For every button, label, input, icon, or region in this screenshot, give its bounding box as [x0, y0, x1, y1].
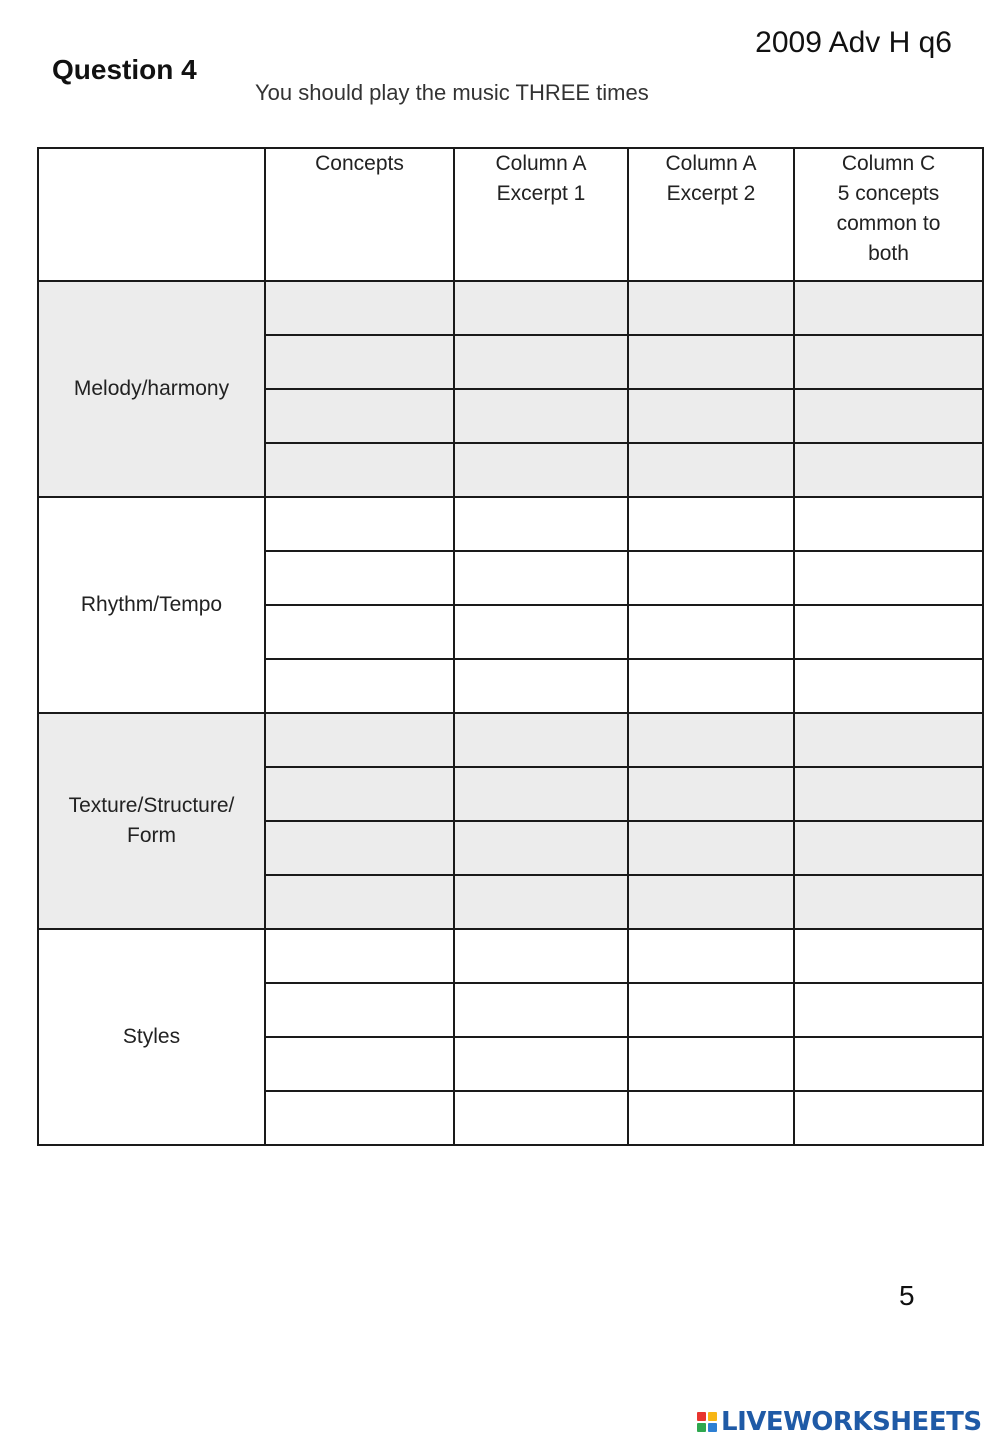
concepts-table	[37, 147, 984, 1146]
table-row	[38, 281, 983, 335]
answer-cell[interactable]	[454, 713, 628, 767]
answer-cell[interactable]	[628, 551, 794, 605]
answer-cell[interactable]	[794, 713, 983, 767]
answer-cell[interactable]	[628, 443, 794, 497]
question-title: Question 4	[52, 54, 197, 85]
instruction-text: You should play the music THREE times	[255, 80, 649, 105]
answer-cell[interactable]	[454, 281, 628, 335]
answer-cell[interactable]	[265, 659, 454, 713]
answer-cell[interactable]	[454, 1037, 628, 1091]
answer-cell[interactable]	[628, 497, 794, 551]
answer-cell[interactable]	[454, 767, 628, 821]
answer-cell[interactable]	[265, 1037, 454, 1091]
answer-cell[interactable]	[265, 551, 454, 605]
answer-cell[interactable]	[794, 929, 983, 983]
answer-cell[interactable]	[454, 389, 628, 443]
category-label-line: Styles	[122, 1025, 181, 1048]
logo-square	[708, 1423, 717, 1432]
category-label-line: Melody/harmony	[73, 377, 230, 400]
header-column-a-excerpt-1: Column A Excerpt 1	[454, 148, 628, 281]
answer-cell[interactable]	[454, 443, 628, 497]
answer-cell[interactable]	[794, 281, 983, 335]
answer-cell[interactable]	[628, 875, 794, 929]
answer-cell[interactable]	[265, 875, 454, 929]
answer-cell[interactable]	[265, 605, 454, 659]
answer-cell[interactable]	[628, 767, 794, 821]
answer-cell[interactable]	[454, 929, 628, 983]
answer-cell[interactable]	[628, 713, 794, 767]
answer-cell[interactable]	[454, 983, 628, 1037]
answer-cell[interactable]	[454, 659, 628, 713]
exam-reference: 2009 Adv H q6	[755, 26, 952, 59]
header-concepts: Concepts	[265, 148, 454, 281]
answer-cell[interactable]	[265, 1091, 454, 1145]
answer-cell[interactable]	[794, 443, 983, 497]
answer-cell[interactable]	[265, 389, 454, 443]
answer-cell[interactable]	[454, 821, 628, 875]
category-label	[38, 929, 265, 1145]
liveworksheets-logo	[697, 1406, 982, 1438]
answer-cell[interactable]	[265, 497, 454, 551]
table-row	[38, 497, 983, 551]
answer-cell[interactable]	[265, 821, 454, 875]
header-column-c: Column C 5 concepts common to both	[794, 148, 983, 281]
answer-cell[interactable]	[794, 497, 983, 551]
category-label-line: Texture/Structure/	[68, 794, 235, 817]
answer-cell[interactable]	[454, 875, 628, 929]
answer-cell[interactable]	[794, 983, 983, 1037]
answer-cell[interactable]	[454, 335, 628, 389]
answer-cell[interactable]	[454, 551, 628, 605]
answer-cell[interactable]	[454, 605, 628, 659]
answer-cell[interactable]	[794, 659, 983, 713]
table-row	[38, 713, 983, 767]
logo-text: LIVEWORKSHEETS	[721, 1407, 982, 1437]
logo-icon	[697, 1412, 717, 1432]
category-label-line: Rhythm/Tempo	[80, 593, 223, 616]
answer-cell[interactable]	[794, 875, 983, 929]
answer-cell[interactable]	[628, 1037, 794, 1091]
header-row	[38, 148, 983, 281]
answer-cell[interactable]	[628, 605, 794, 659]
answer-cell[interactable]	[794, 335, 983, 389]
answer-cell[interactable]	[794, 389, 983, 443]
answer-cell[interactable]	[265, 443, 454, 497]
category-label	[38, 497, 265, 713]
answer-cell[interactable]	[265, 335, 454, 389]
header-blank	[38, 148, 265, 281]
answer-cell[interactable]	[628, 821, 794, 875]
answer-cell[interactable]	[628, 983, 794, 1037]
answer-cell[interactable]	[454, 497, 628, 551]
page-number: 5	[899, 1280, 915, 1311]
answer-cell[interactable]	[794, 767, 983, 821]
answer-cell[interactable]	[265, 281, 454, 335]
answer-cell[interactable]	[794, 551, 983, 605]
answer-cell[interactable]	[265, 713, 454, 767]
answer-cell[interactable]	[628, 389, 794, 443]
logo-square	[708, 1412, 717, 1421]
answer-cell[interactable]	[265, 983, 454, 1037]
answer-cell[interactable]	[794, 1091, 983, 1145]
answer-cell[interactable]	[628, 335, 794, 389]
logo-square	[697, 1412, 706, 1421]
answer-cell[interactable]	[794, 605, 983, 659]
logo-square	[697, 1423, 706, 1432]
answer-cell[interactable]	[265, 929, 454, 983]
answer-cell[interactable]	[628, 659, 794, 713]
answer-cell[interactable]	[265, 767, 454, 821]
answer-cell[interactable]	[454, 1091, 628, 1145]
category-label	[38, 281, 265, 497]
answer-cell[interactable]	[794, 1037, 983, 1091]
answer-cell[interactable]	[794, 821, 983, 875]
answer-cell[interactable]	[628, 281, 794, 335]
answer-cell[interactable]	[628, 1091, 794, 1145]
answer-cell[interactable]	[628, 929, 794, 983]
category-label-line: Form	[127, 824, 176, 847]
header-column-a-excerpt-2: Column A Excerpt 2	[628, 148, 794, 281]
category-label	[38, 713, 265, 929]
table-row	[38, 929, 983, 983]
